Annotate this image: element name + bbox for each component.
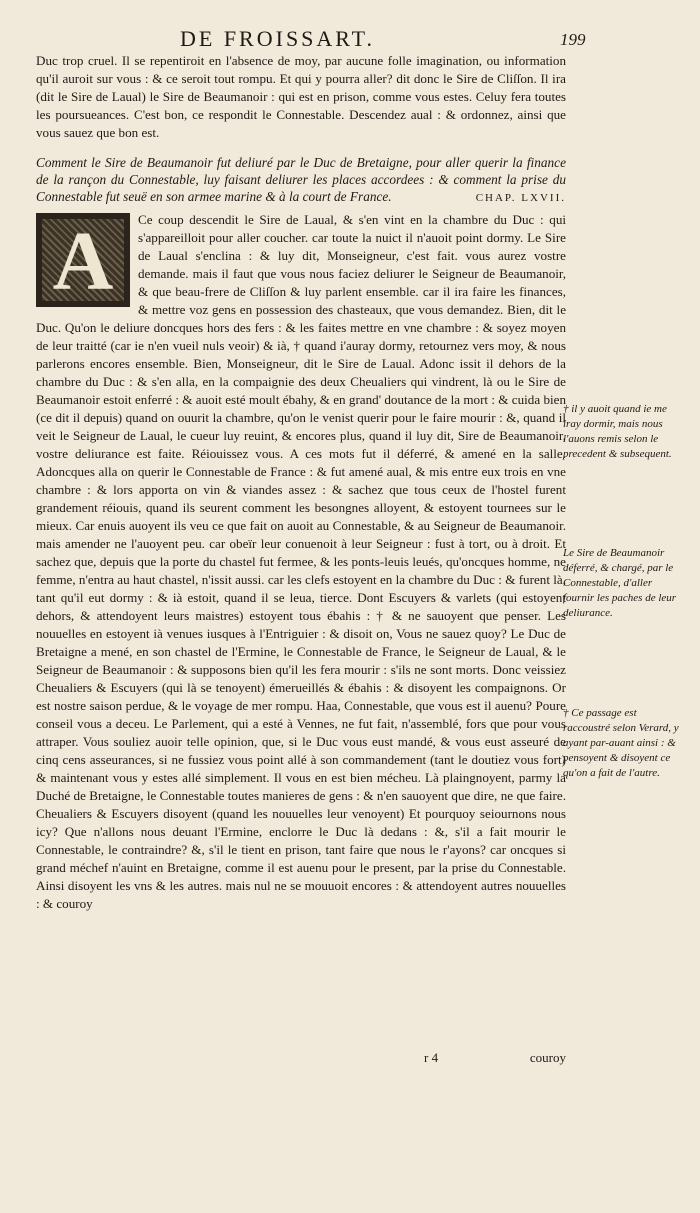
- signature-mark: r 4: [424, 1050, 439, 1065]
- chapter-number: CHAP. LXVII.: [475, 192, 566, 204]
- margin-note: † Ce passage est raccoustré selon Verard, y ayant par-auant ainsi : & pensoyent & disoyent ce qu'on a fait de l'autre.: [563, 707, 679, 779]
- page-number: 199: [560, 30, 586, 49]
- drop-cap-letter: A: [52, 215, 114, 308]
- page-footer: [36, 1050, 566, 1070]
- running-title: DE FROISSART.: [180, 26, 375, 51]
- catchword: couroy: [529, 1050, 566, 1065]
- main-text-column: [36, 52, 566, 913]
- chapter-title: Comment le Sire de Beaumanoir fut deliuré par le Duc de Bretaigne, pour aller querir la finance de la rançon du Connestable, luy faisant deliurer les places accordees : & comment la prise du Connestable fut seuë en son armee marine & à la court de France.: [36, 155, 566, 204]
- margin-note: Le Sire de Beaumanoir déferré, & chargé, par le Connestable, d'aller fournir les paches de leur deliurance.: [563, 547, 677, 619]
- chapter-text: Ce coup descendit le Sire de Laual, & s'en vint en la chambre du Duc : qui s'appareilloit pour aller coucher. car toute la nuict il n'auoit point dormy. Le Sire de Laual s'enclina : & luy dit, Monseigneur, c'est fait. vous aurez vostre demande. mais il faut que vous nous faciez deliurer le Seigneur de Beaumanoir, & que beau-frere de Cliſſon & luy parlent ensemble. car il ira faire les finances, & mettre voz gens en possession des chasteaux, que vous demandez. Bien, dit le Duc. Qu'on le deliure doncques hors des fers : & les faites mettre en vne chambre : & soyez moyen de leur traitté (car ie n'en vueil nuls veoir) & ià, † quand i'auray dormy, retournez vers moy, & nous parlerons encores ensemble. Bien, Monseigneur, dit le Sire de Laual. Adonc issit il dehors de la chambre du Duc : & s'en alla, en la compaignie des deux Cheualiers qui vindrent, là ou le Sire de Beaumanoir estoit enferré : & auoit esté moult ébahy, & en grand' doutance de la mort : & cuida bien (ce dit il depuis) quand on ouurit la chambre, qu'on le venist querir pour le faire mourir : &, quand il veit le Seigneur de Laual, le cueur luy reuint, & encores plus, quand il luy dit, Sire de Beaumanoir, vostre deliurance est faite. Réiouissez vous. A ces mots fut il déferré, & amené en la salle. Adoncques alla on querir le Connestable de France : & fut amené aual, & mis entre eux trois en vne chambre : & lors apporta on vin & viandes assez : & sachez que tous ceux de l'hostel furent grandement réiouis, quand ils seurent comment les besongnes alloyent, & estoyent tournees sur le mieux. Car enuis auoyent ils veu ce que fait on auoit au Connestable, & au Seigneur de Beaumanoir. mais amender ne l'auoyent peu. car obeïr leur conuenoit à leur Seigneur : fust à tort, ou à droit. Et sachez que, depuis que la porte du chastel fut fermee, & les ponts-leuis leués, qu'oncques homme, ne femme, n'entra au haut chastel, n'issit aussi. car les clefs estoyent en la chambre du Duc : & furent là, tant qu'il eut dormy : & ià estoit, quand il se leua, tierce. Dont Escuyers & varlets (qui estoyent dehors, & attendoyent leurs maistres) estoyent tous ébahis : † & ne sauoyent que penser. Les nouuelles en estoyent ià venues iusques à l'Entriguier : & disoit on, Vous ne sauez quoy? Le Duc de Bretaigne a mené, en son chastel de l'Ermine, le Connestable de France, le Seigneur de Laual, & le Seigneur de Beaumanoir : & supposons bien qu'il les fera mourir : s'ils ne sont morts. Donc veissiez Cheualiers & Escuyers (qui là se tenoyent) émerueillés & ébahis : & disoyent les compaignons. Or est nostre saison perdue, & le voyage de mer rompu. Haa, Connestable, que vous est il auenu? Poure conseil vous a deceu. Le Parlement, qui a esté à Vennes, ne fut fait, n'assemblé, fors que pour vous attraper. Vous souliez auoir telle opinion, que, si le Duc vous eust mandé, & vous eust asseuré de cinq cens asseurances, si ne fussiez vous point allé à son commandement (tant le doutiez vous fort) & maintenant vous y estes allé simplement. Il vous en est bien mécheu. Là plaingnoyent, parmy la Duché de Bretaigne, le Connestable toutes manieres de gens : & n'en sauoyent que dire, ne que faire. Cheualiers & Escuyers disoyent (quand les nouuelles leur venoyent) Et pourquoy seiournons nous icy? Que n'allons nous deuant l'Ermine, enclorre le Duc là dedans : &, s'il a fait mourir le Connestable, le contraindre? &, s'il le tient en prison, tant faire que nous le r'ayons? car oncques si grand méchef n'auint en Bretaigne, comme il est auenu pour le present, par la prise du Connestable. Ainsi disoyent les vns & les autres. mais nul ne se mouuoit encores : & attendoyent autres nouuelles : & couroy: [36, 212, 566, 911]
- chapter-heading: [36, 154, 566, 205]
- margin-note: † il y auoit quand ie me iray dormir, mais nous l'auons remis selon le precedent & subsequent.: [563, 403, 672, 460]
- drop-cap-initial: [36, 213, 130, 307]
- paragraph-before: Duc trop cruel. Il se repentiroit en l'absence de moy, par aucune folle imagination, ou information qu'il auroit sur vous : & ce seroit tout rompu. Et qui y pourra aller? dit donc le Sire de Cliſſon. Il ira (dit le Sire de Laual) le Sire de Beaumanoir : qui est en prison, comme vous estes. Celuy fera toutes les poursueances. C'est bon, ce respondit le Connestable. Descendez aual : & ordonnez, ainsi que vous sauez que bon est.: [36, 53, 566, 140]
